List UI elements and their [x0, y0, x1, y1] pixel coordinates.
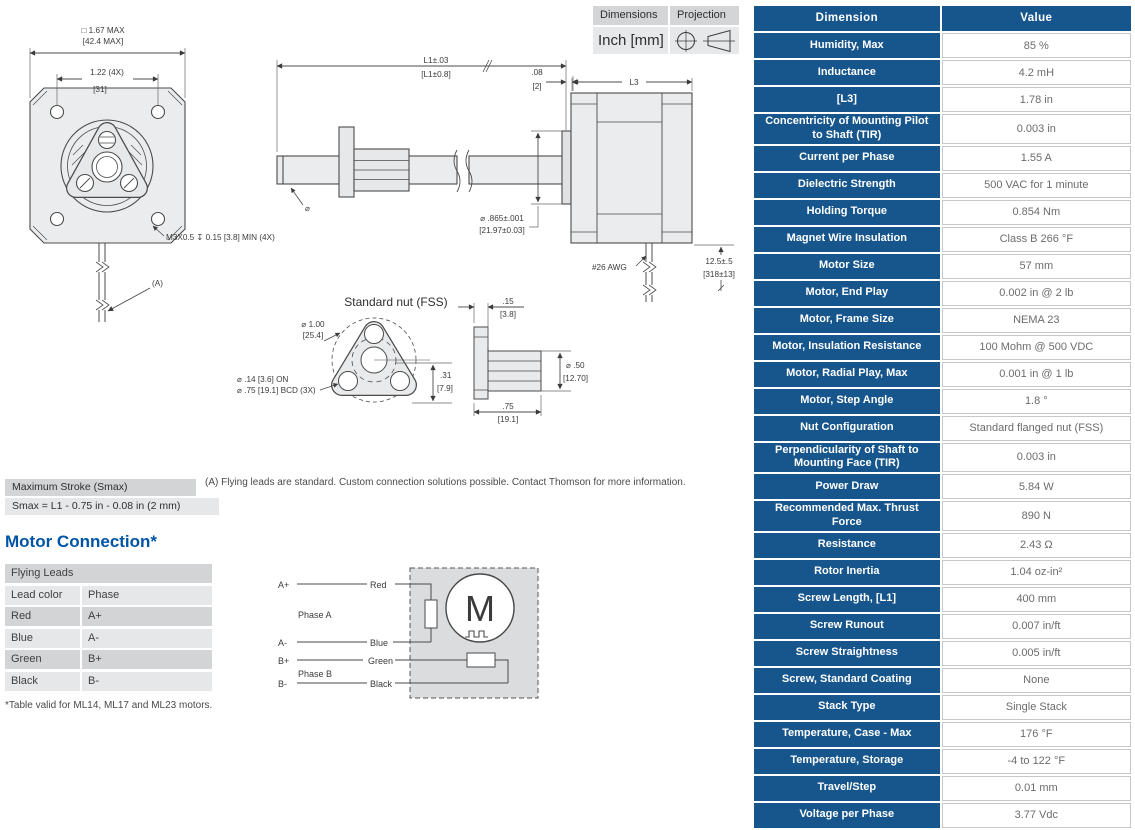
terminal-a-plus: A+ [278, 580, 290, 590]
spec-row [754, 362, 1131, 387]
spec-dimension-cell: Screw Straightness [754, 641, 940, 666]
spec-row [754, 722, 1131, 747]
spec-row [754, 443, 1131, 473]
terminal-a-minus: A- [278, 638, 287, 648]
spec-value-cell: Standard flanged nut (FSS) [942, 416, 1131, 441]
spec-header-row [754, 6, 1131, 31]
flying-leads-side [643, 243, 656, 302]
col-lead-color: Lead color [5, 586, 80, 605]
spec-value-cell: 500 VAC for 1 minute [942, 173, 1131, 198]
spec-value-cell: 1.78 in [942, 87, 1131, 112]
dim-front-width-mm: [42.4 MAX] [82, 37, 124, 46]
phase-a-label: Phase A [298, 610, 332, 620]
projection-symbol-cell [670, 27, 739, 54]
lead-color-cell: Blue [5, 629, 80, 648]
lead-black-label: Black [370, 679, 393, 689]
spec-row [754, 254, 1131, 279]
spec-dimension-cell: Temperature, Storage [754, 749, 940, 774]
lead-ref-label: (A) [152, 279, 163, 288]
spec-value-cell: 890 N [942, 501, 1131, 531]
spec-row [754, 33, 1131, 58]
technical-drawing [0, 0, 752, 480]
spec-dimension-cell: Travel/Step [754, 776, 940, 801]
dim-flange-mm: [3.8] [500, 310, 516, 319]
spec-row [754, 146, 1131, 171]
spec-value-cell: NEMA 23 [942, 308, 1131, 333]
spec-dimension-cell: Inductance [754, 60, 940, 85]
spec-dimension-cell: Motor, Insulation Resistance [754, 335, 940, 360]
spec-value-cell: 100 Mohm @ 500 VDC [942, 335, 1131, 360]
spec-value-cell: 1.55 A [942, 146, 1131, 171]
spec-row [754, 227, 1131, 252]
spec-dimension-cell: Screw Runout [754, 614, 940, 639]
spec-dimension-cell: Resistance [754, 533, 940, 558]
spec-dimension-cell: Motor, Radial Play, Max [754, 362, 940, 387]
spec-value-cell: 57 mm [942, 254, 1131, 279]
spec-dimension-cell: Voltage per Phase [754, 803, 940, 828]
spec-row [754, 803, 1131, 828]
spec-value-cell: 5.84 W [942, 474, 1131, 499]
nut-detail-view [320, 318, 452, 403]
lead-phase-cell: A+ [82, 607, 212, 626]
flying-leads-table-title: Flying Leads [5, 564, 212, 583]
spec-row [754, 614, 1131, 639]
max-stroke-box [5, 479, 219, 515]
spec-col-value: Value [942, 6, 1131, 31]
lead-green-label: Green [368, 656, 394, 666]
legend-dimensions-header: Dimensions [593, 6, 668, 25]
lead-phase-cell: A- [82, 629, 212, 648]
dim-pilot-in: ⌀ .865±.001 [480, 214, 524, 223]
dim-nut-od-mm: [25.4] [302, 331, 324, 340]
spec-row [754, 560, 1131, 585]
spec-row [754, 200, 1131, 225]
dim-nut-length-mm: [19.1] [497, 415, 519, 424]
flying-leads-header-row [5, 586, 212, 605]
legend-projection-header: Projection [670, 6, 739, 25]
spec-dimension-cell: Motor, End Play [754, 281, 940, 306]
lead-red-label: Red [370, 580, 387, 590]
thread-callout: M3X0.5 ↧ 0.15 [3.8] MIN (4X) [166, 233, 275, 242]
spec-row [754, 308, 1131, 333]
wire-gauge-label: #26 AWG [592, 263, 627, 272]
spec-dimension-cell: Motor, Frame Size [754, 308, 940, 333]
spec-row [754, 641, 1131, 666]
spec-dimension-cell: Screw, Standard Coating [754, 668, 940, 693]
dim-bcd-line2: ⌀ .75 [19.1] BCD (3X) [237, 386, 316, 395]
lead-phase-cell: B- [82, 672, 212, 691]
spec-value-cell: 176 °F [942, 722, 1131, 747]
spec-row [754, 114, 1131, 144]
terminal-b-plus: B+ [278, 656, 290, 666]
spec-value-cell: 85 % [942, 33, 1131, 58]
spec-dimension-cell: Rotor Inertia [754, 560, 940, 585]
terminal-b-minus: B- [278, 679, 287, 689]
dim-front-width-in: □ 1.67 MAX [81, 26, 125, 35]
spec-col-dimension: Dimension [754, 6, 940, 31]
third-angle-projection-icon [672, 28, 738, 54]
dim-hole-spacing-mm: [31] [93, 85, 107, 94]
legend-units-value: Inch [mm] [593, 27, 668, 54]
spec-row [754, 749, 1131, 774]
nut-detail-title: Standard nut (FSS) [344, 295, 448, 309]
spec-row [754, 474, 1131, 499]
lead-color-cell: Green [5, 650, 80, 669]
dim-leads-in: 12.5±.5 [705, 257, 733, 266]
table-footnote: *Table valid for ML14, ML17 and ML23 motors. [5, 700, 213, 711]
spec-dimension-cell: Temperature, Case - Max [754, 722, 940, 747]
spec-row [754, 87, 1131, 112]
spec-dimension-cell: Current per Phase [754, 146, 940, 171]
spec-value-cell: 0.001 in @ 1 lb [942, 362, 1131, 387]
spec-value-cell: 0.003 in [942, 443, 1131, 473]
spec-dimension-cell: Power Draw [754, 474, 940, 499]
lead-blue-label: Blue [370, 638, 389, 648]
flying-leads-front [96, 243, 109, 322]
dim-hole-spacing-in: 1.22 (4X) [90, 68, 124, 77]
nut-side-view [458, 303, 571, 416]
lead-row [5, 650, 212, 669]
dim-gap-mm: [2] [532, 82, 542, 91]
spec-value-cell: None [942, 668, 1131, 693]
phase-b-label: Phase B [298, 669, 333, 679]
spec-dimension-cell: Motor Size [754, 254, 940, 279]
spec-dimension-cell: Screw Length, [L1] [754, 587, 940, 612]
spec-dimension-cell: [L3] [754, 87, 940, 112]
flying-leads-table [5, 564, 212, 693]
spec-dimension-cell: Motor, Step Angle [754, 389, 940, 414]
spec-dimension-cell: Nut Configuration [754, 416, 940, 441]
spec-value-cell: 4.2 mH [942, 60, 1131, 85]
spec-value-cell: 1.8 ° [942, 389, 1131, 414]
spec-row [754, 416, 1131, 441]
max-stroke-title: Maximum Stroke (Smax) [5, 479, 196, 496]
dim-gap-in: .08 [531, 68, 543, 77]
spec-value-cell: Class B 266 °F [942, 227, 1131, 252]
motor-symbol-letter: M [465, 588, 495, 629]
dim-nut-length-in: .75 [502, 402, 514, 411]
spec-dimension-cell: Holding Torque [754, 200, 940, 225]
motor-body [571, 93, 692, 243]
dim-pilot-mm: [21.97±0.03] [479, 226, 525, 235]
lead-row [5, 607, 212, 626]
spec-row [754, 776, 1131, 801]
dim-nut-dia-in: ⌀ .50 [566, 361, 585, 370]
spec-dimension-cell: Dielectric Strength [754, 173, 940, 198]
spec-row [754, 533, 1131, 558]
dim-nut-od-in: ⌀ 1.00 [301, 320, 325, 329]
spec-value-cell: 2.43 Ω [942, 533, 1131, 558]
spec-row [754, 501, 1131, 531]
spec-value-cell: 1.04 oz-in² [942, 560, 1131, 585]
spec-value-cell: 0.01 mm [942, 776, 1131, 801]
dim-nut-height-in: .31 [440, 371, 452, 380]
spec-value-cell: 0.005 in/ft [942, 641, 1131, 666]
spec-value-cell: 0.002 in @ 2 lb [942, 281, 1131, 306]
dim-l1-mm: [L1±0.8] [421, 70, 451, 79]
spec-row [754, 173, 1131, 198]
spec-dimension-cell: Stack Type [754, 695, 940, 720]
spec-value-cell: Single Stack [942, 695, 1131, 720]
shaft-diameter-symbol: ⌀ [305, 204, 310, 213]
dim-leads-mm: [318±13] [703, 270, 735, 279]
motor-side-view [277, 60, 734, 302]
dim-nut-height-mm: [7.9] [437, 384, 453, 393]
col-phase: Phase [82, 586, 212, 605]
spec-value-cell: -4 to 122 °F [942, 749, 1131, 774]
lead-color-cell: Red [5, 607, 80, 626]
dim-flange-in: .15 [502, 297, 514, 306]
spec-row [754, 695, 1131, 720]
spec-row [754, 587, 1131, 612]
legend-box [593, 6, 739, 54]
lead-row [5, 629, 212, 648]
lead-phase-cell: B+ [82, 650, 212, 669]
spec-value-cell: 400 mm [942, 587, 1131, 612]
spec-row [754, 668, 1131, 693]
dim-nut-dia-mm: [12.70] [563, 374, 589, 383]
spec-dimension-cell: Magnet Wire Insulation [754, 227, 940, 252]
specification-table [752, 4, 1133, 830]
spec-value-cell: 0.854 Nm [942, 200, 1131, 225]
spec-row [754, 281, 1131, 306]
spec-dimension-cell: Concentricity of Mounting Pilot to Shaft (TIR) [754, 114, 940, 144]
flying-leads-note: (A) Flying leads are standard. Custom connection solutions possible. Contact Thomson for more information. [205, 477, 686, 488]
spec-value-cell: 3.77 Vdc [942, 803, 1131, 828]
spec-dimension-cell: Recommended Max. Thrust Force [754, 501, 940, 531]
dim-bcd-line1: ⌀ .14 [3.6] ON [237, 375, 289, 384]
spec-row [754, 335, 1131, 360]
lead-color-cell: Black [5, 672, 80, 691]
spec-row [754, 60, 1131, 85]
lead-row [5, 672, 212, 691]
spec-value-cell: 0.003 in [942, 114, 1131, 144]
spec-value-cell: 0.007 in/ft [942, 614, 1131, 639]
dim-l1-in: L1±.03 [423, 56, 449, 65]
spec-dimension-cell: Humidity, Max [754, 33, 940, 58]
dim-l3-label: L3 [629, 78, 639, 87]
spec-dimension-cell: Perpendicularity of Shaft to Mounting Face (TIR) [754, 443, 940, 473]
motor-connection-heading: Motor Connection* [5, 532, 158, 551]
spec-row [754, 389, 1131, 414]
wiring-diagram [265, 555, 555, 720]
max-stroke-formula: Smax = L1 - 0.75 in - 0.08 in (2 mm) [5, 498, 219, 515]
